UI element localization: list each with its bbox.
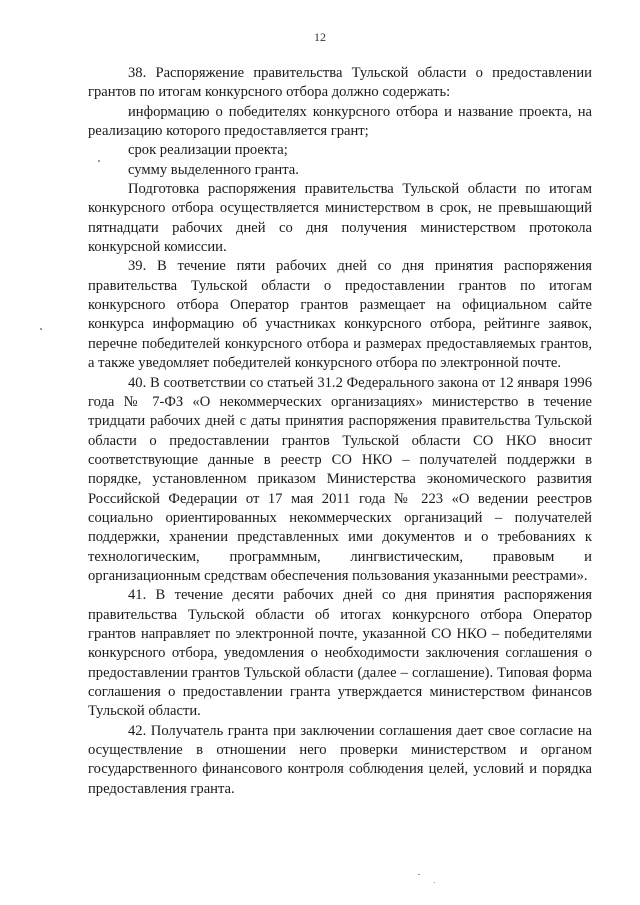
scan-speck (434, 882, 435, 883)
document-body (88, 64, 592, 799)
page-number: 12 (314, 30, 326, 44)
paragraph-40: 40. В соответствии со статьей 31.2 Федерального закона от 12 января 1996 года № 7-ФЗ «О некоммерческих организациях» министерство в течение тридцати рабочих дней с даты принятия распоряжения правительства Тульской области о предоставлении грантов Тульской области СО НКО вносит соответствующие данные в реестр СО НКО – получателей поддержки в порядке, установленном приказом Министерства экономического развития Российской Федерации от 17 мая 2011 года № 223 «О ведении реестров социально ориентированных некоммерческих организаций – получателей поддержки, хранении представленных ими документов и о требованиях к технологическим, программным, лингвистическим, правовым и организационным средствам обеспечения пользования указанными реестрами». (88, 374, 592, 584)
paragraph-38-preparation: Подготовка распоряжения правительства Тульской области по итогам конкурсного отбора осуществляется министерством в срок, не превышающий пятнадцати рабочих дней со дня получения министерством протокола конкурсной комиссии. (88, 181, 592, 256)
scan-speck (40, 328, 42, 330)
paragraph-41: 41. В течение десяти рабочих дней со дня принятия распоряжения правительства Тульской области об итогах конкурсного отбора Оператор грантов направляет по электронной почте, указанной СО НКО – победителями конкурсного отбора, уведомления о необходимости заключения соглашения о предоставлении грантов Тульской области (далее – соглашение). Типовая форма соглашения о предоставлении гранта утверждается министерством финансов Тульской области. (88, 587, 592, 720)
list-item-amount: сумму выделенного гранта. (128, 161, 299, 178)
scan-speck (98, 160, 100, 162)
scan-speck (418, 874, 420, 875)
paragraph-42: 42. Получатель гранта при заключении соглашения дает свое согласие на осуществление в отношении него проверки министерством и органом государственного финансового контроля соблюдения целей, условий и порядка предоставления гранта. (88, 722, 592, 797)
paragraph-38: 38. Распоряжение правительства Тульской области о предоставлении грантов по итогам конкурсного отбора должно содержать: (88, 65, 592, 101)
list-item-info: информацию о победителях конкурсного отбора и название проекта, на реализацию которого предоставляется грант; (88, 103, 592, 140)
paragraph-39: 39. В течение пяти рабочих дней со дня принятия распоряжения правительства Тульской области о предоставлении грантов по итогам конкурсного отбора Оператор грантов размещает на официальном сайте конкурса информацию об участниках конкурсного отбора, рейтинге заявок, перечне победителей конкурсного отбора и размерах предоставляемых грантов, а также уведомляет победителей конкурсного отбора по электронной почте. (88, 258, 592, 372)
list-item-term: срок реализации проекта; (128, 142, 288, 159)
